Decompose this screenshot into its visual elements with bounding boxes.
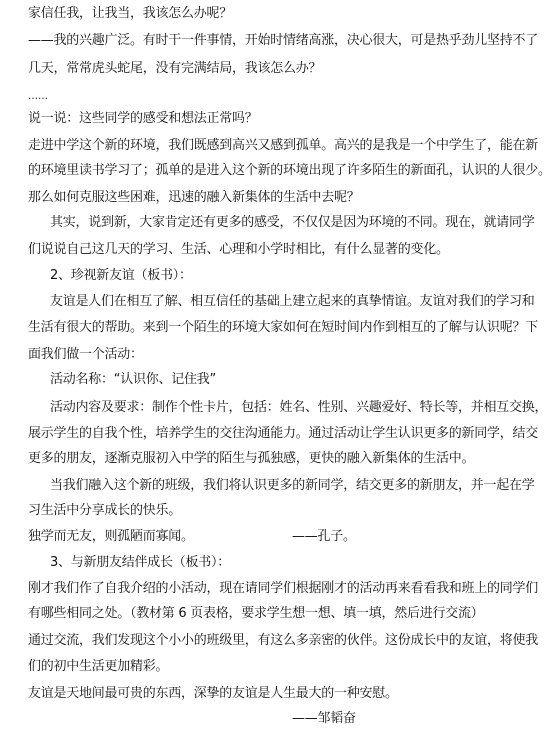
text-line: 展示学生的自我个性，培养学生的交往沟通能力。通过活动让学生认识更多的新同学，结交 [28,426,539,441]
text-line: ——我的兴趣广泛。有时干一件事情，开始时情绪高涨，决心很大，可是热乎劲儿坚持不了 [28,33,539,48]
text-line: 走进中学这个新的环境，我们既感到高兴又感到孤单。高兴的是我是一个中学生了，能在新 [28,138,539,153]
text-line: 的环境里读书学习了；孤单的是进入这个新的环境出现了许多陌生的新面孔，认识的人很少。 [28,163,551,178]
section-heading: 3、与新朋友结伴成长（板书）： [50,555,231,570]
quote-line: 友谊是天地间最可贵的东西，深挚的友谊是人生最大的一种安慰。 [28,686,398,701]
text-line: 几天，常常虎头蛇尾，没有完满结局，我该怎么办？ [28,61,322,76]
text-line: 友谊是人们在相互了解、相互信任的基础上建立起来的真挚情谊。友谊对我们的学习和 [50,294,535,309]
text-line: 们的初中生活更加精彩。 [28,659,169,674]
text-line: 更多的朋友，逐渐克服初入中学的陌生与孤独感，更快的融入新集体的生活中。 [28,451,475,466]
text-line: 刚才我们作了自我介绍的小活动，现在请同学们根据刚才的活动再来看看我和班上的同学们 [28,581,539,596]
text-line: 有哪些相同之处。（教材第 6 页表格，要求学生想一想、填一填，然后进行交流） [28,606,484,621]
text-line: 家信任我，让我当，我该怎么办呢？ [28,6,233,21]
quote-attribution: ——邹韬奋 [292,711,356,726]
text-line: 那么如何克服这些困难，迅速的融入新集体的生活中去呢？ [28,190,360,205]
quote-attribution: ——孔子。 [292,529,356,544]
section-heading: 2、珍视新友谊（板书）： [50,268,192,283]
text-line: 们说说自己这几天的学习、生活、心理和小学时相比，有什么显著的变化。 [28,242,449,257]
quote-line: 独学而无友，则孤陋而寡闻。 [28,529,194,544]
text-line: 习生活中分享成长的快乐。 [28,503,182,518]
section-prompt: 说一说：这些同学的感受和想法正常吗？ [28,111,258,126]
text-line: 通过交流，我们发现这个小小的班级里，有这么多亲密的伙伴。这份成长中的友谊，将使我 [28,633,539,648]
ellipsis-line: …… [28,91,48,102]
text-line: 生活有很大的帮助。来到一个陌生的环境大家如何在短时间内作到相互的了解与认识呢？下 [28,320,539,335]
text-line: 活动内容及要求：制作个性卡片，包括：姓名、性别、兴趣爱好、特长等，并相互交换， [50,400,548,415]
text-line: 其实，说到新，大家肯定还有更多的感受，不仅仅是因为环境的不同。现在，就请同学 [50,215,535,230]
text-line: 面我们做一个活动： [28,347,143,362]
text-line: 当我们融入这个新的班级，我们将认识更多的新同学，结交更多的新朋友，并一起在学 [50,478,535,493]
activity-name: 活动名称：“认识你、记住我” [50,372,216,387]
